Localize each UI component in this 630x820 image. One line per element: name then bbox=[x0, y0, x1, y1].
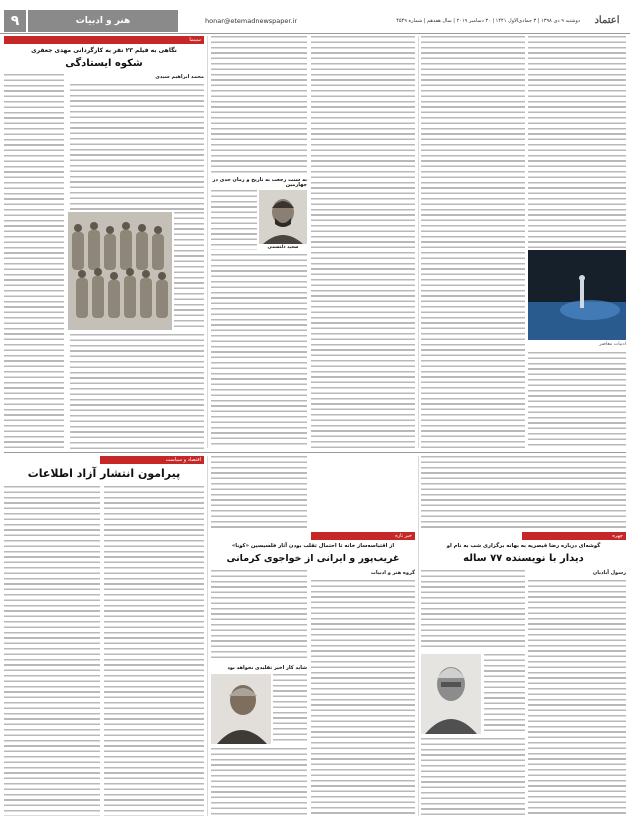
column-divider bbox=[418, 456, 419, 816]
story-kicker: اقتصاد و سیاست bbox=[100, 456, 204, 464]
story-body-col bbox=[211, 456, 307, 530]
story-body-col bbox=[4, 74, 64, 450]
story-kicker: خبر تازه bbox=[311, 532, 415, 540]
newspaper-logo: اعتماد bbox=[594, 15, 620, 26]
page-number: ۹ bbox=[4, 10, 26, 32]
story-body-col bbox=[311, 36, 415, 448]
story-body-col bbox=[211, 36, 307, 176]
story-body-col bbox=[4, 486, 100, 816]
portrait-illustration bbox=[259, 190, 307, 244]
story-body-col bbox=[528, 352, 626, 448]
story-title: از اقتباسه‌ساز خانه تا احتمال تقلب بودن آثار فلسیسین «کوبا» bbox=[231, 543, 395, 549]
story-headline: دیدار با نویسنده ۷۷ ساله bbox=[463, 553, 584, 564]
stage-photo bbox=[528, 250, 626, 340]
story-byline: رسول آبادیان bbox=[592, 570, 626, 576]
column-divider bbox=[418, 36, 419, 448]
story-kicker: چهره bbox=[522, 532, 626, 540]
story-body-col bbox=[421, 738, 525, 816]
story-body-col bbox=[421, 570, 525, 650]
horizontal-divider bbox=[4, 452, 626, 453]
story-body-col bbox=[70, 84, 204, 210]
portrait-illustration bbox=[211, 674, 271, 744]
section-header-bar bbox=[0, 10, 630, 32]
author-photo bbox=[211, 674, 271, 744]
story-body-col bbox=[311, 580, 415, 816]
column-divider bbox=[207, 36, 208, 448]
story-body-col bbox=[70, 334, 204, 450]
portrait-illustration bbox=[421, 654, 481, 734]
story-body-col bbox=[528, 580, 626, 816]
story-headline: غریب‌پور و ایرانی از خواجوی کرمانی bbox=[226, 553, 400, 564]
story-body-col bbox=[211, 748, 307, 816]
email-link[interactable]: honar@etemadnewspaper.ir bbox=[205, 17, 298, 25]
story-kicker: سینما bbox=[4, 36, 204, 44]
photo-caption: سعید دلتسمی bbox=[267, 245, 299, 250]
story-body-col bbox=[273, 674, 307, 744]
story-body-col bbox=[211, 254, 307, 448]
story-body-col bbox=[421, 36, 525, 448]
header-divider bbox=[0, 33, 630, 34]
story-headline: پیرامون انتشار آزاد اطلاعات bbox=[27, 467, 181, 480]
column-divider bbox=[207, 456, 208, 816]
story-byline: گروه هنر و ادبیات bbox=[370, 570, 415, 576]
story-body-col bbox=[211, 570, 307, 662]
author-photo bbox=[259, 190, 307, 244]
story-body-col bbox=[174, 212, 204, 330]
story-title: نگاهی به فیلم ۲۳ نفر به کارگردانی مهدی جعفری bbox=[31, 47, 177, 54]
dateline: دوشنبه ۹ دی ۱۳۹۸ | ۳ جمادی‌الاول ۱۴۴۱ | ۳۰ دسامبر ۲۰۱۹ | سال هفدهم | شماره ۴۵۴۹ bbox=[396, 18, 580, 24]
author-photo bbox=[421, 654, 481, 734]
stage-illustration bbox=[528, 250, 626, 340]
soldiers-photo bbox=[68, 212, 172, 330]
section-title: هنر و ادبیات bbox=[28, 10, 178, 32]
soldiers-illustration bbox=[68, 212, 172, 330]
story-subhead: شاید کار اخیر تقلیدی نخواهد بود bbox=[227, 665, 307, 671]
story-body-col bbox=[421, 456, 626, 528]
story-byline: محمد ابراهیم سیدی bbox=[155, 74, 204, 80]
story-subhead: به سنت رجعت به تاریخ و رمان جدی در چهارمین bbox=[212, 177, 307, 188]
story-body-col bbox=[104, 486, 204, 816]
story-body-col bbox=[484, 654, 525, 734]
story-title: گوشه‌ای درباره رضا قیصریه به بهانه برگزاری شب به نام او bbox=[446, 543, 601, 549]
photo-caption: ادبیات معاصر bbox=[599, 342, 626, 347]
story-body-col bbox=[211, 190, 257, 250]
story-headline: شکوه ایستادگی bbox=[65, 58, 143, 69]
